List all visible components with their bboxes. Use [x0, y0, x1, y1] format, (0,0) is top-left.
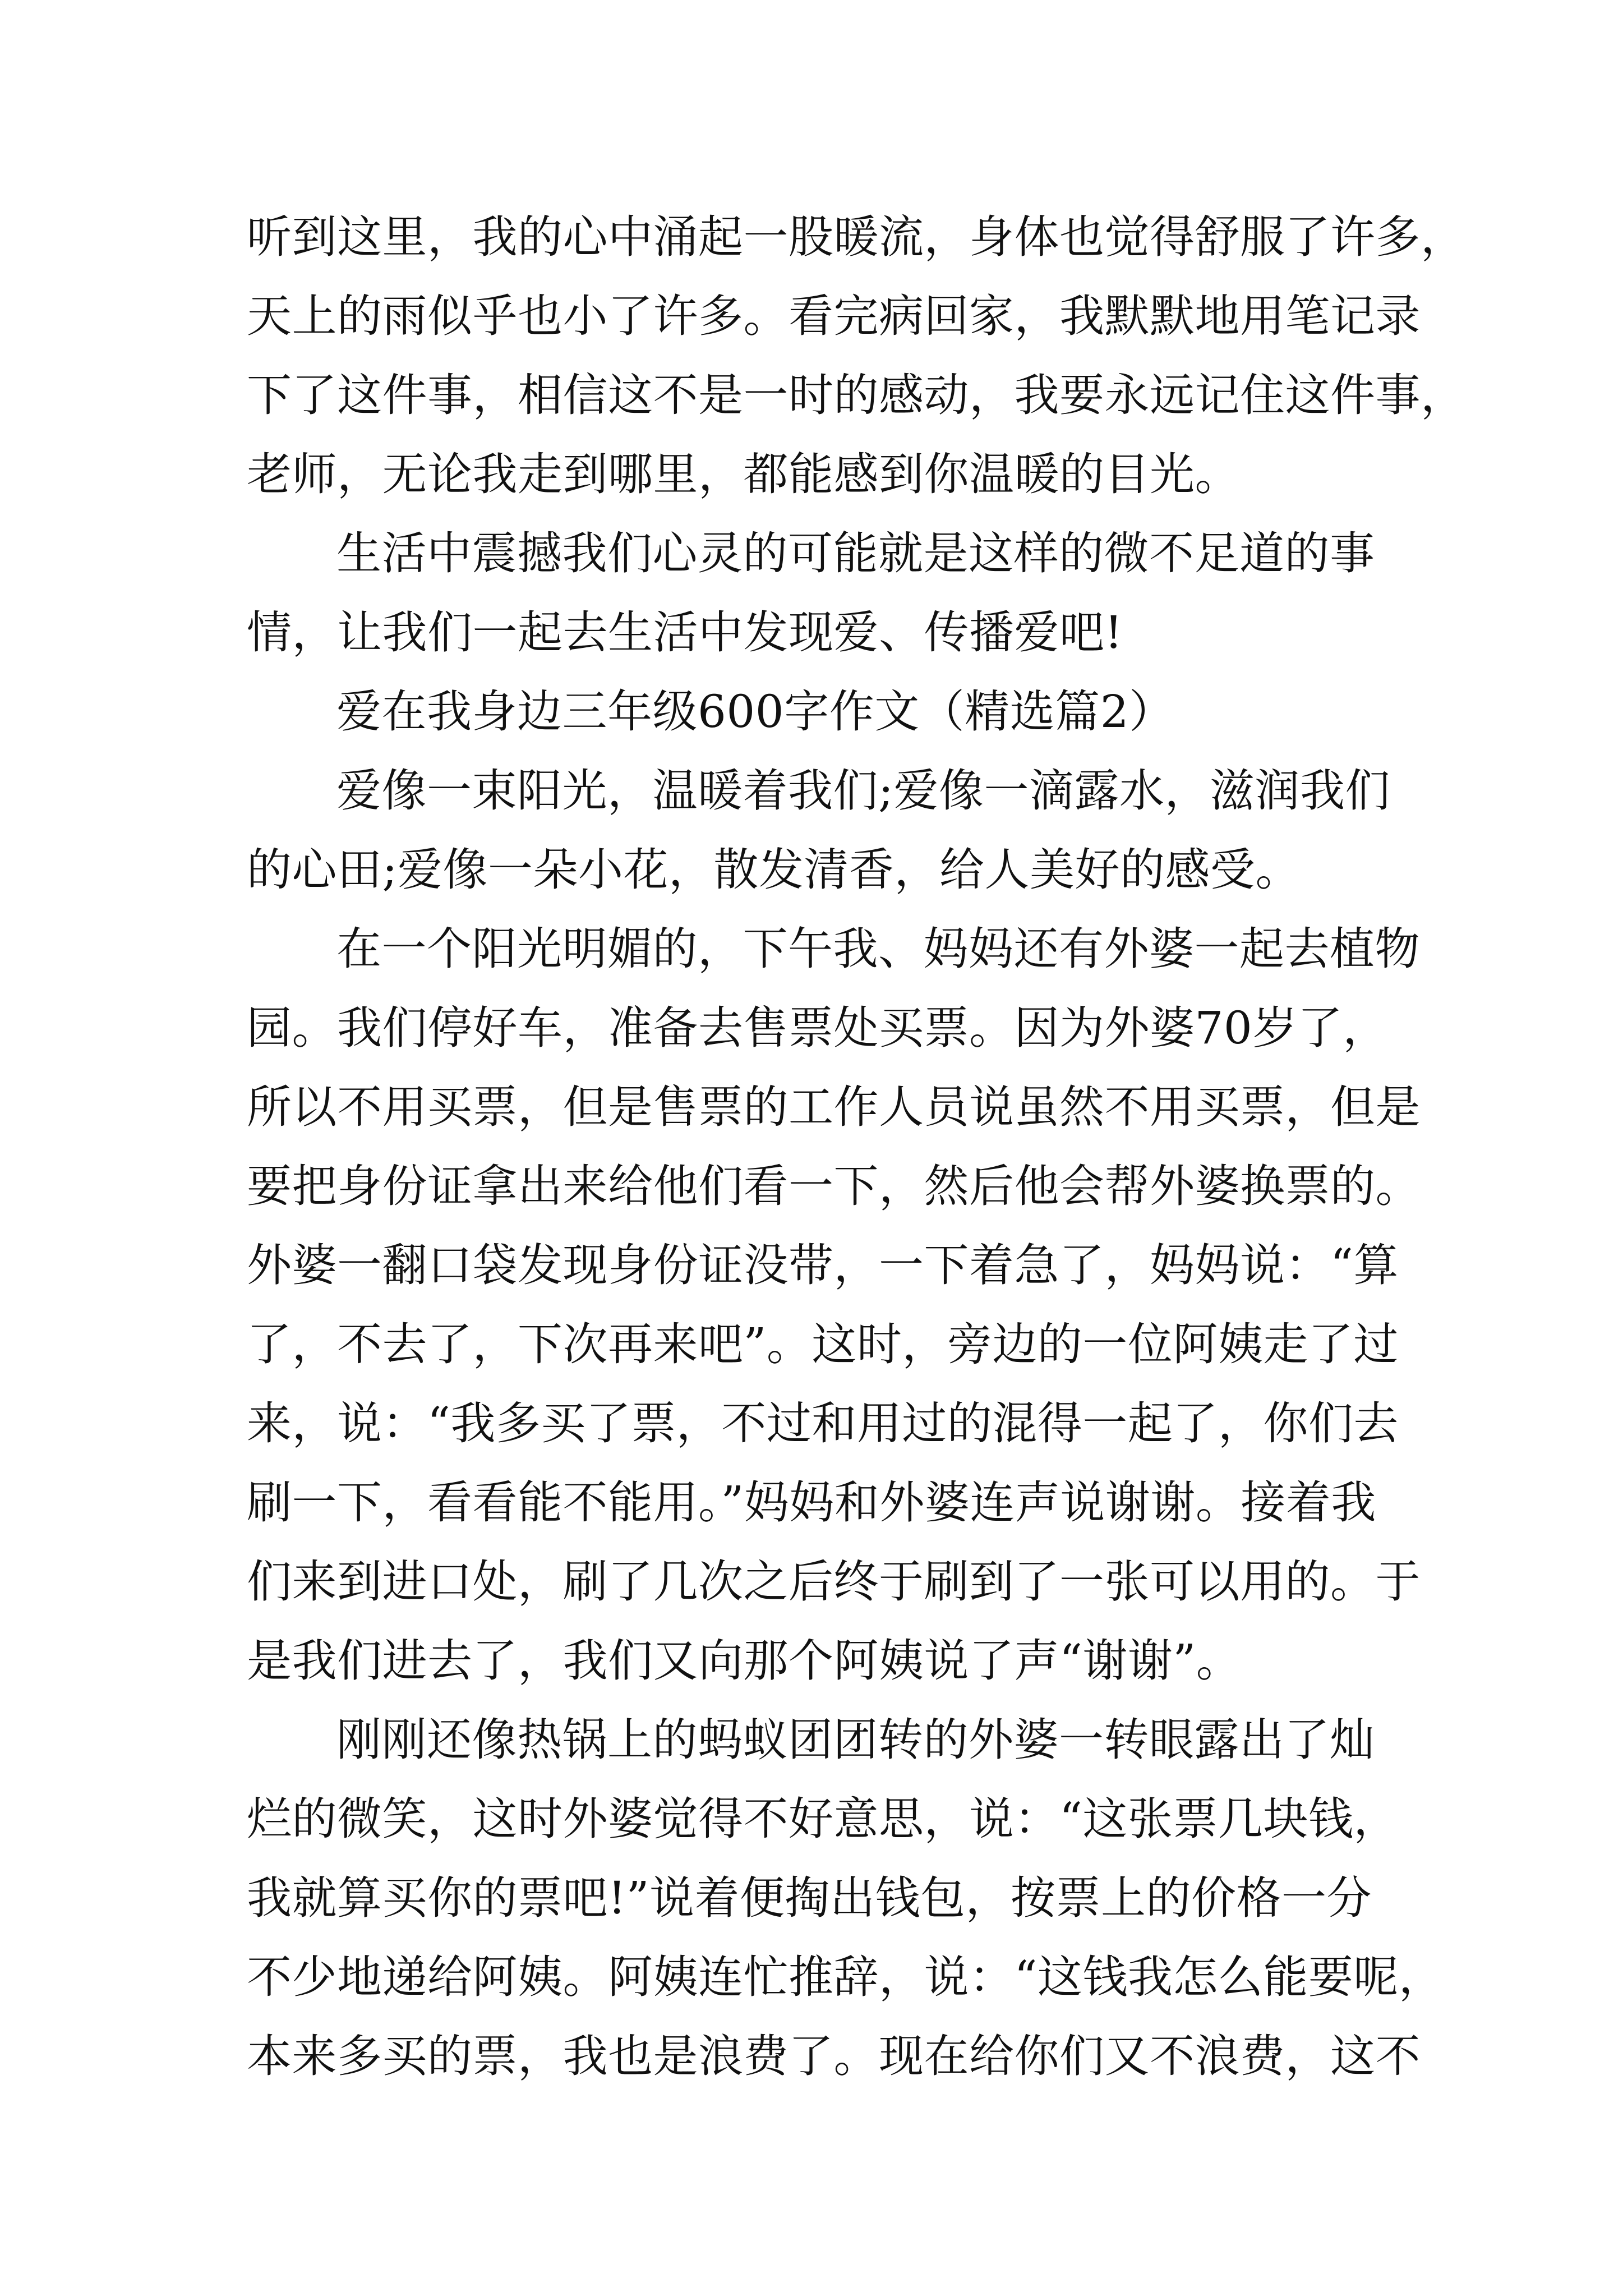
text-line: 了，不去了，下次再来吧”。这时，旁边的一位阿姨走了过: [247, 1318, 1399, 1370]
text-line: 天上的雨似乎也小了许多。看完病回家，我默默地用笔记录: [247, 290, 1421, 342]
text-line: 不少地递给阿姨。阿姨连忙推辞，说：“这钱我怎么能要呢，: [247, 1951, 1444, 2003]
text-line: 在一个阳光明媚的，下午我、妈妈还有外婆一起去植物: [336, 923, 1420, 975]
text-line: 园。我们停好车，准备去售票处买票。因为外婆70岁了，: [247, 1002, 1388, 1054]
text-line: 是我们进去了，我们又向那个阿姨说了声“谢谢”。: [247, 1635, 1242, 1687]
section-title: 爱在我身边三年级600字作文（精选篇2）: [336, 685, 1174, 738]
text-line: 所以不用买票，但是售票的工作人员说虽然不用买票，但是: [247, 1081, 1421, 1133]
text-line: 生活中震撼我们心灵的可能就是这样的微不足道的事: [336, 527, 1375, 579]
text-line: 爱像一束阳光，温暖着我们;爱像一滴露水，滋润我们: [336, 765, 1390, 817]
text-line: 刚刚还像热锅上的蚂蚁团团转的外婆一转眼露出了灿: [336, 1714, 1375, 1766]
text-line: 外婆一翻口袋发现身份证没带，一下着急了，妈妈说：“算: [247, 1239, 1399, 1291]
text-line: 烂的微笑，这时外婆觉得不好意思，说：“这张票几块钱，: [247, 1793, 1399, 1845]
text-line: 本来多买的票，我也是浪费了。现在给你们又不浪费，这不: [247, 2030, 1421, 2082]
text-line: 的心田;爱像一朵小花，散发清香，给人美好的感受。: [247, 844, 1301, 896]
text-line: 情，让我们一起去生活中发现爱、传播爱吧!: [247, 606, 1123, 659]
text-line: 下了这件事，相信这不是一时的感动，我要永远记住这件事，: [247, 369, 1466, 421]
text-line: 老师，无论我走到哪里，都能感到你温暖的目光。: [247, 448, 1240, 500]
text-line: 要把身份证拿出来给他们看一下，然后他会帮外婆换票的。: [247, 1160, 1421, 1212]
text-line: 我就算买你的票吧!”说着便掏出钱包，按票上的价格一分: [247, 1872, 1372, 1924]
text-line: 们来到进口处，刷了几次之后终于刷到了一张可以用的。于: [247, 1556, 1421, 1608]
text-line: 来，说：“我多买了票，不过和用过的混得一起了，你们去: [247, 1397, 1399, 1450]
essay-text: [247, 197, 1466, 2096]
text-line: 听到这里，我的心中涌起一股暖流，身体也觉得舒服了许多，: [247, 211, 1466, 263]
text-line: 刷一下，看看能不能用。”妈妈和外婆连声说谢谢。接着我: [247, 1476, 1376, 1529]
